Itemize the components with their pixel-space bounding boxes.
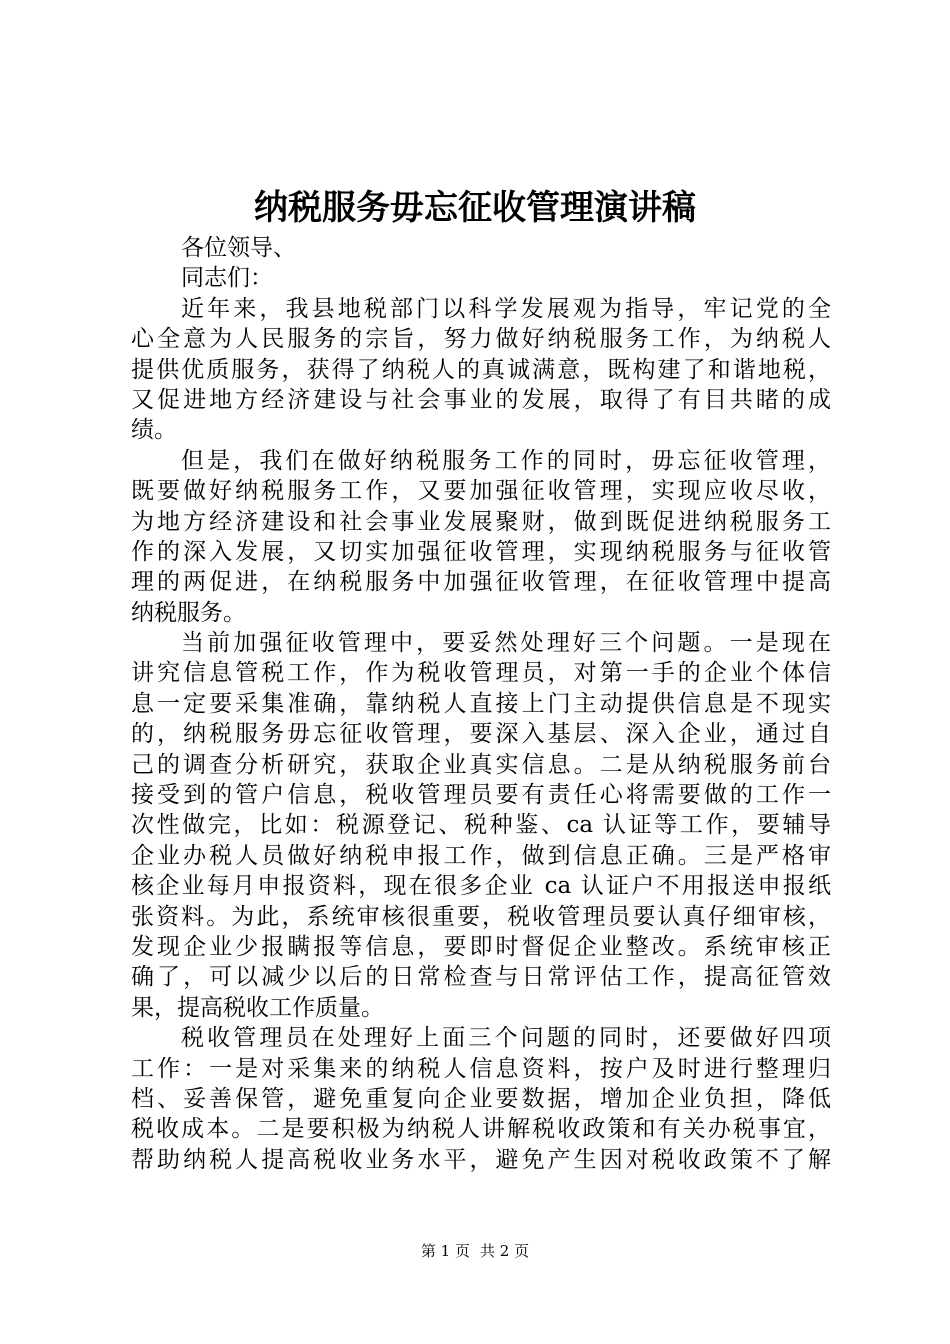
paragraph-line: 税收成本。二是要积极为纳税人讲解税收政策和有关办税事宜， [131,1116,831,1143]
paragraph-line: 息一定要采集准确，靠纳税人直接上门主动提供信息是不现实 [131,690,831,717]
document-title: 纳税服务毋忘征收管理演讲稿 [254,188,696,228]
paragraph-line: 近年来，我县地税部门以科学发展观为指导，牢记党的全 [181,295,831,322]
paragraph-line: 绩。 [131,417,177,444]
paragraph-line: 理的两促进，在纳税服务中加强征收管理，在征收管理中提高 [131,569,831,596]
salutation-line: 同志们： [181,265,273,292]
paragraph-line: 企业办税人员做好纳税申报工作，做到信息正确。三是严格审 [131,842,831,869]
paragraph-line: 确了，可以减少以后的日常检查与日常评估工作，提高征管效 [131,964,831,991]
paragraph-line: 果，提高税收工作质量。 [131,994,384,1021]
paragraph-line: 作的深入发展，又切实加强征收管理，实现纳税服务与征收管 [131,538,831,565]
paragraph-line: 提供优质服务，获得了纳税人的真诚满意，既构建了和谐地税， [131,356,831,383]
page-total: 共 2 页 [480,1242,530,1260]
paragraph-line: 核企业每月申报资料，现在很多企业 ca 认证户不用报送申报纸 [131,873,831,900]
paragraph-line: 档、妥善保管，避免重复向企业要数据，增加企业负担，降低 [131,1085,831,1112]
document-body [131,233,831,1175]
paragraph-line: 次性做完，比如：税源登记、税种鉴、ca 认证等工作，要辅导 [131,812,831,839]
paragraph-line: 张资料。为此，系统审核很重要，税收管理员要认真仔细审核， [131,903,831,930]
paragraph-line: 讲究信息管税工作，作为税收管理员，对第一手的企业个体信 [131,660,831,687]
paragraph-line: 工作：一是对采集来的纳税人信息资料，按户及时进行整理归 [131,1055,831,1082]
paragraph-line: 但是，我们在做好纳税服务工作的同时，毋忘征收管理， [181,447,831,474]
paragraph-line: 当前加强征收管理中，要妥然处理好三个问题。一是现在 [181,630,831,657]
page-footer [0,1241,950,1261]
page-number: 第 1 页 [420,1242,470,1260]
paragraph-line: 为地方经济建设和社会事业发展聚财，做到既促进纳税服务工 [131,508,831,535]
paragraph-line: 接受到的管户信息，税收管理员要有责任心将需要做的工作一 [131,782,831,809]
paragraph-line: 的，纳税服务毋忘征收管理，要深入基层、深入企业，通过自 [131,721,831,748]
paragraph-line: 既要做好纳税服务工作，又要加强征收管理，实现应收尽收， [131,478,831,505]
paragraph-line: 发现企业少报瞒报等信息，要即时督促企业整改。系统审核正 [131,933,831,960]
salutation-line: 各位领导、 [181,235,296,261]
paragraph-line: 纳税服务。 [131,599,246,626]
paragraph-line: 心全意为人民服务的宗旨，努力做好纳税服务工作，为纳税人 [131,326,831,353]
paragraph-line: 帮助纳税人提高税收业务水平，避免产生因对税收政策不了解 [131,1146,831,1173]
paragraph-line: 税收管理员在处理好上面三个问题的同时，还要做好四项 [181,1025,831,1052]
paragraph-line: 己的调查分析研究，获取企业真实信息。二是从纳税服务前台 [131,751,831,778]
paragraph-line: 又促进地方经济建设与社会事业的发展，取得了有目共睹的成 [131,386,831,413]
